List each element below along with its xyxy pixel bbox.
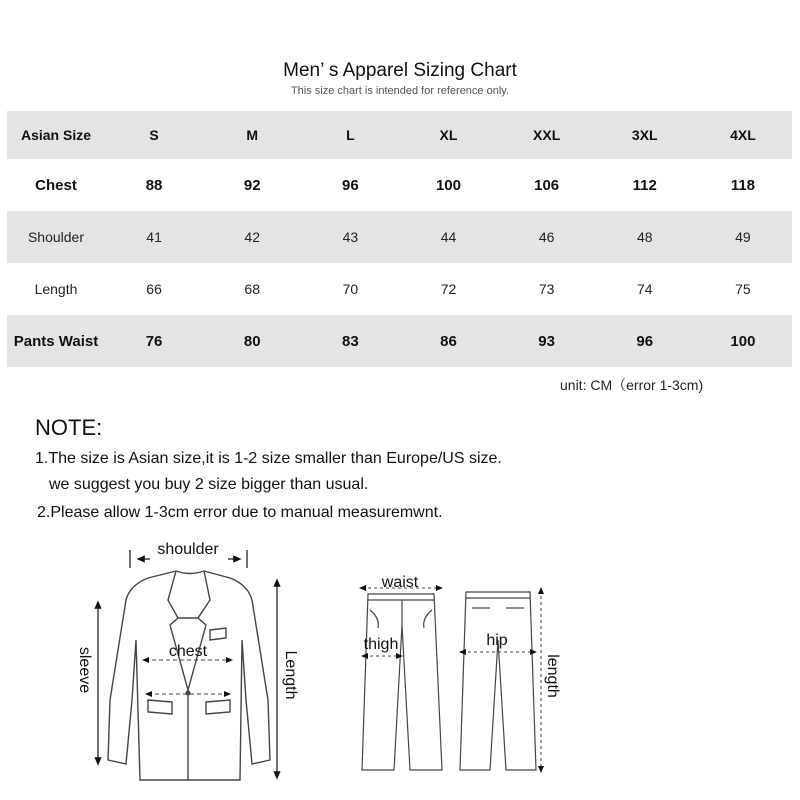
table-cell: 46 xyxy=(498,211,596,263)
table-header-row xyxy=(7,111,792,159)
header-cell: S xyxy=(105,111,203,159)
header-cell: XXL xyxy=(498,111,596,159)
table-cell: 49 xyxy=(694,211,792,263)
table-cell: 72 xyxy=(440,281,457,297)
table-cell: 74 xyxy=(636,281,653,297)
table-cell: 44 xyxy=(399,211,497,263)
row-label: Chest xyxy=(35,176,77,194)
table-cell: 100 xyxy=(435,176,461,194)
header-cell: 3XL xyxy=(596,111,694,159)
row-label: Shoulder xyxy=(7,211,105,263)
table-cell: 92 xyxy=(243,176,261,194)
header-cell: L xyxy=(301,111,399,159)
table-cell: 66 xyxy=(146,281,162,297)
table-cell: 75 xyxy=(735,281,751,297)
table-cell: 88 xyxy=(145,176,163,194)
chart-subtitle: This size chart is intended for reference only. xyxy=(290,85,510,97)
note-title: NOTE: xyxy=(35,415,103,440)
chart-title: Men’ s Apparel Sizing Chart xyxy=(283,60,517,81)
table-cell: 80 xyxy=(203,315,301,367)
table-cell: 93 xyxy=(498,315,596,367)
table-row-chest xyxy=(7,159,792,211)
note-line-1: 1.The size is Asian size,it is 1-2 size smaller than Europe/US size. xyxy=(35,450,502,467)
jacket-shoulder-label: shoulder xyxy=(157,541,219,558)
table-cell: 100 xyxy=(694,315,792,367)
table-cell: 73 xyxy=(538,281,555,297)
row-label: Pants Waist xyxy=(7,315,105,367)
table-cell: 76 xyxy=(105,315,203,367)
measurement-diagram xyxy=(0,530,800,798)
table-row-length xyxy=(7,263,792,315)
unit-note: unit: CM（error 1-3cm) xyxy=(560,377,704,393)
table-cell: 86 xyxy=(399,315,497,367)
jacket-button xyxy=(186,691,191,696)
jacket-illustration xyxy=(108,571,270,780)
header-cell: 4XL xyxy=(694,111,792,159)
table-cell: 42 xyxy=(203,211,301,263)
note-line-3: 2.Please allow 1-3cm error due to manual measuremwnt. xyxy=(37,504,443,521)
table-cell: 68 xyxy=(244,281,260,297)
table-row-pants-waist xyxy=(7,315,792,367)
row-label: Length xyxy=(34,281,78,297)
table-cell: 112 xyxy=(632,176,657,194)
jacket-chest-label: chest xyxy=(168,643,208,660)
table-row-shoulder xyxy=(7,211,792,263)
header-cell: M xyxy=(203,111,301,159)
table-cell: 83 xyxy=(301,315,399,367)
jacket-length-label: Length xyxy=(282,650,299,700)
table-cell: 118 xyxy=(730,176,756,194)
table-cell: 96 xyxy=(596,315,694,367)
table-cell: 48 xyxy=(596,211,694,263)
pants-length-label: length xyxy=(544,654,561,698)
table-cell: 96 xyxy=(342,176,359,194)
table-cell: 41 xyxy=(105,211,203,263)
pants-back-illustration xyxy=(460,592,536,770)
header-cell: Asian Size xyxy=(7,111,105,159)
jacket-sleeve-label: sleeve xyxy=(76,646,93,694)
table-cell: 70 xyxy=(342,281,359,297)
pants-waist-label: waist xyxy=(381,574,419,591)
pants-hip-label: hip xyxy=(486,632,508,649)
table-cell: 43 xyxy=(301,211,399,263)
note-line-2: we suggest you buy 2 size bigger than usual. xyxy=(49,476,369,493)
pants-thigh-label: thigh xyxy=(363,636,399,653)
table-cell: 106 xyxy=(534,176,560,194)
size-table xyxy=(7,111,792,367)
pants-front-illustration xyxy=(362,594,442,770)
header-cell: XL xyxy=(399,111,497,159)
